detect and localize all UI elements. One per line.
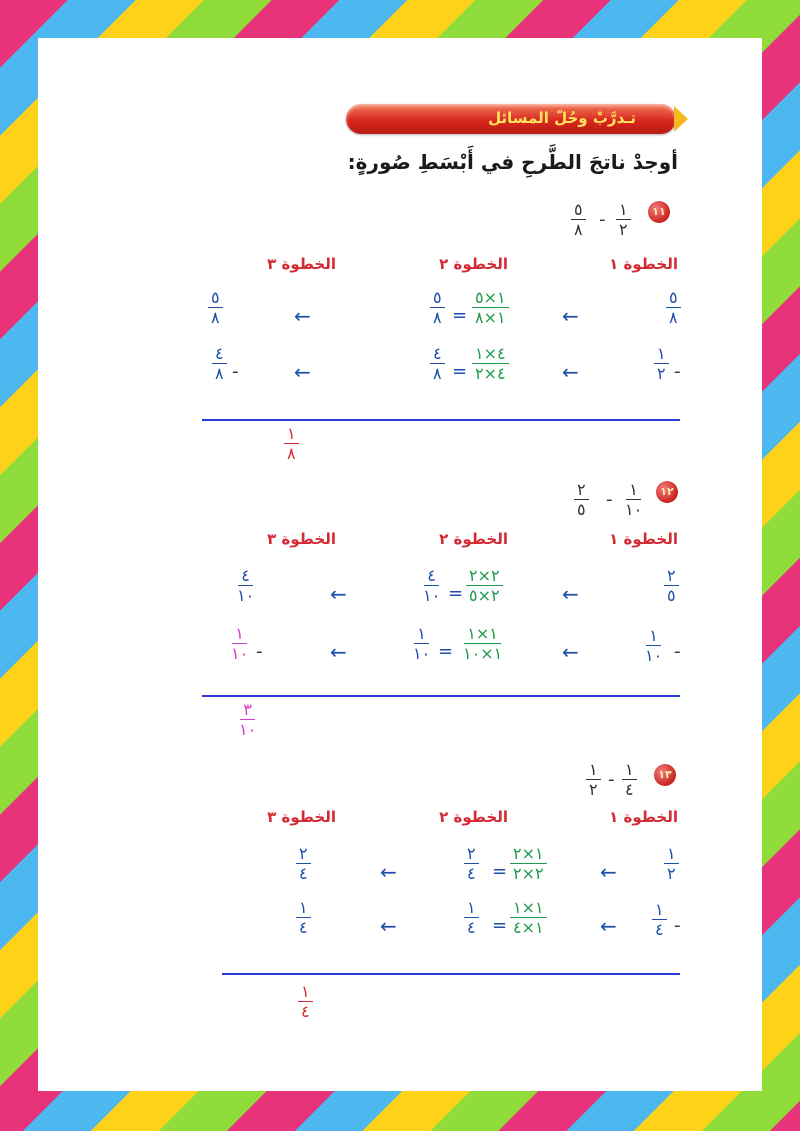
problem-fraction-a: ١ ٤ xyxy=(622,760,637,799)
step-2-label: الخطوة ٢ xyxy=(439,530,508,548)
problem-number-badge: ١١ xyxy=(648,201,670,223)
multiply-fraction: ١×٢ ٢×٢ xyxy=(510,844,547,883)
arrow-left-icon: ← xyxy=(294,304,311,328)
problem-fraction-b: ٢ ٥ xyxy=(574,480,589,519)
worksheet-page xyxy=(38,38,762,1091)
step-3-label: الخطوة ٣ xyxy=(267,530,336,548)
step1-fraction: ٢ ٥ xyxy=(664,566,679,605)
step1-fraction: ٥ ٨ xyxy=(666,288,681,327)
step3-fraction: ٤ ١٠ xyxy=(237,566,255,605)
equals-sign: = xyxy=(438,641,454,662)
problem-number-badge: ١٢ xyxy=(656,481,678,503)
step2-fraction: ٤ ٨ xyxy=(430,344,445,383)
equals-sign: = xyxy=(452,361,468,382)
step2-fraction: ٢ ٤ xyxy=(464,844,479,883)
section-title: تـدرَّبْ وحُلّ المسائل xyxy=(488,109,636,127)
arrow-left-icon: ← xyxy=(380,914,397,938)
minus-sign: - xyxy=(599,209,606,230)
step3-fraction: ١ ١٠ xyxy=(231,624,249,663)
problem-fraction-b: ١ ٢ xyxy=(586,760,601,799)
step1-fraction: ١ ١٠ xyxy=(645,626,663,665)
instruction-text: أوجدْ ناتجَ الطَّرحِ في أَبْسَطِ صُورةٍ: xyxy=(347,150,678,174)
result-fraction: ١ ٨ xyxy=(284,424,299,463)
result-fraction: ٣ ١٠ xyxy=(239,700,257,739)
step2-fraction: ٤ ١٠ xyxy=(423,566,441,605)
multiply-fraction: ٤×١ ٤×٢ xyxy=(472,344,509,383)
arrow-left-icon: ← xyxy=(294,360,311,384)
problem-fraction-b: ٥ ٨ xyxy=(571,200,586,239)
problem-fraction-a: ١ ٢ xyxy=(616,200,631,239)
step2-fraction: ١ ١٠ xyxy=(413,624,431,663)
problem-number-badge: ١٣ xyxy=(654,764,676,786)
minus-sign: - xyxy=(232,361,239,382)
section-banner xyxy=(346,104,676,134)
step2-fraction: ١ ٤ xyxy=(464,898,479,937)
result-divider xyxy=(202,419,680,421)
step2-fraction: ٥ ٨ xyxy=(430,288,445,327)
step-2-label: الخطوة ٢ xyxy=(439,255,508,273)
minus-sign: - xyxy=(674,641,681,662)
step3-fraction: ٢ ٤ xyxy=(296,844,311,883)
multiply-fraction: ٢×٢ ٢×٥ xyxy=(466,566,503,605)
arrow-left-icon: ← xyxy=(562,304,579,328)
arrow-left-icon: ← xyxy=(562,582,579,606)
multiply-fraction: ١×٥ ١×٨ xyxy=(472,288,509,327)
result-divider xyxy=(202,695,680,697)
step-3-label: الخطوة ٣ xyxy=(267,808,336,826)
minus-sign: - xyxy=(256,641,263,662)
arrow-left-icon: ← xyxy=(562,360,579,384)
minus-sign: - xyxy=(674,361,681,382)
step-2-label: الخطوة ٢ xyxy=(439,808,508,826)
step3-fraction: ٥ ٨ xyxy=(208,288,223,327)
multiply-fraction: ١×١ ١×١٠ xyxy=(463,624,503,663)
arrow-left-icon: ← xyxy=(600,914,617,938)
equals-sign: = xyxy=(452,305,468,326)
step1-fraction: ١ ٢ xyxy=(664,844,679,883)
minus-sign: - xyxy=(674,915,681,936)
minus-sign: - xyxy=(606,489,613,510)
step-3-label: الخطوة ٣ xyxy=(267,255,336,273)
step1-fraction: ١ ٤ xyxy=(652,900,667,939)
banner-arrow-icon xyxy=(674,106,688,132)
step-1-label: الخطوة ١ xyxy=(609,255,678,273)
multiply-fraction: ١×١ ١×٤ xyxy=(510,898,547,937)
arrow-left-icon: ← xyxy=(330,582,347,606)
equals-sign: = xyxy=(492,915,508,936)
result-fraction: ١ ٤ xyxy=(298,982,313,1021)
step3-fraction: ٤ ٨ xyxy=(212,344,227,383)
problem-fraction-a: ١ ١٠ xyxy=(625,480,643,519)
minus-sign: - xyxy=(608,769,615,790)
step1-fraction: ١ ٢ xyxy=(654,344,669,383)
arrow-left-icon: ← xyxy=(562,640,579,664)
arrow-left-icon: ← xyxy=(380,860,397,884)
arrow-left-icon: ← xyxy=(600,860,617,884)
step3-fraction: ١ ٤ xyxy=(296,898,311,937)
equals-sign: = xyxy=(492,861,508,882)
equals-sign: = xyxy=(448,583,464,604)
step-1-label: الخطوة ١ xyxy=(609,808,678,826)
step-1-label: الخطوة ١ xyxy=(609,530,678,548)
arrow-left-icon: ← xyxy=(330,640,347,664)
result-divider xyxy=(222,973,680,975)
